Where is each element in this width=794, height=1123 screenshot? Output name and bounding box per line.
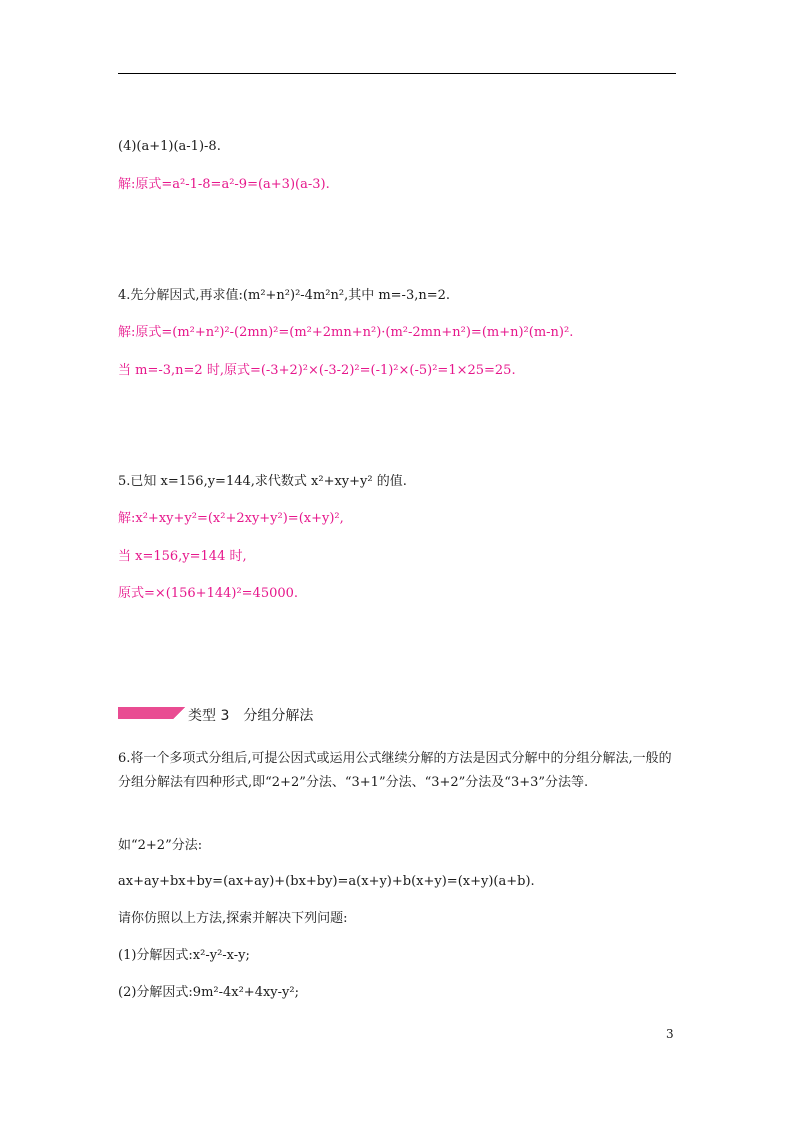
question-5-answer-3: 原式=×(156+144)²=45000. [118,586,299,601]
page-number: 3 [666,1027,674,1041]
question-5: 5.已知 x=156,y=144,求代数式 x²+xy+y² 的值. [118,474,407,489]
question-4-answer-1: 解:原式=(m²+n²)²-(2mn)²=(m²+2mn+n²)·(m²-2mn+n²)=(m+n)²(m-n)². [118,325,574,340]
banner-bar [118,707,172,719]
question-6-part1: (1)分解因式:x²-y²-x-y; [118,948,250,963]
question-5-answer-1: 解:x²+xy+y²=(x²+2xy+y²)=(x+y)², [118,511,344,526]
banner-tail [172,707,186,719]
question-4-answer-2: 当 m=-3,n=2 时,原式=(-3+2)²×(-3-2)²=(-1)²×(-5)²=1×25=25. [118,363,516,378]
question-6-example-label: 如“2+2”分法: [118,838,203,853]
question-6-intro: 6.将一个多项式分组后,可提公因式或运用公式继续分解的方法是因式分解中的分组分解法,一般的分组分解法有四种形式,即“2+2”分法、“3+1”分法、“3+2”分法及“3+3”分法等. [118,751,672,790]
section-title: 类型 3 分组分解法 [188,708,314,724]
q4-part4: (4)(a+1)(a-1)-8. [118,139,221,154]
header-rule [118,73,676,74]
question-5-answer-2: 当 x=156,y=144 时, [118,549,247,564]
question-4: 4.先分解因式,再求值:(m²+n²)²-4m²n²,其中 m=-3,n=2. [118,288,451,303]
q4-part4-answer: 解:原式=a²-1-8=a²-9=(a+3)(a-3). [118,177,330,192]
question-6-prompt: 请你仿照以上方法,探索并解决下列问题: [118,911,348,926]
question-6-part2: (2)分解因式:9m²-4x²+4xy-y²; [118,985,299,1000]
question-6-example: ax+ay+bx+by=(ax+ay)+(bx+by)=a(x+y)+b(x+y)=(x+y)(a+b). [118,874,535,889]
